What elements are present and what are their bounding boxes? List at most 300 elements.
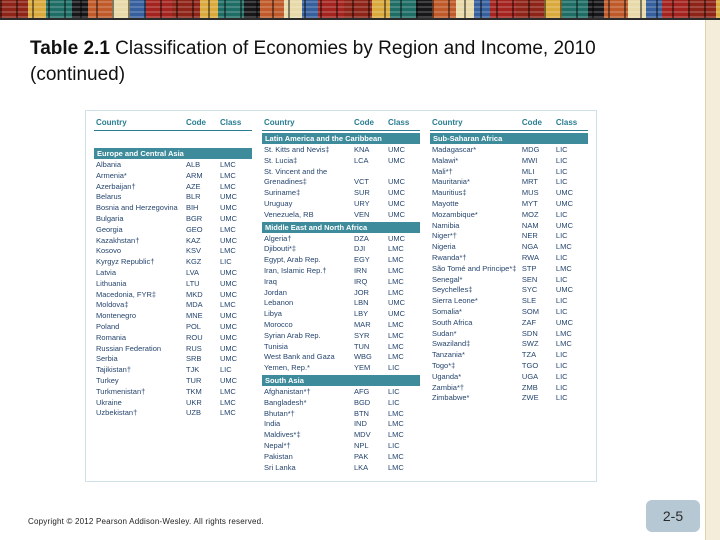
column-header-label: Class [555,118,578,127]
table-row [94,182,252,193]
country-name: Russian Federation [96,343,162,353]
table-row [430,339,588,350]
income-class: UMC [387,198,406,208]
country-code: TZA [521,350,537,360]
income-class: LMC [555,328,572,338]
income-class: LMC [387,352,404,362]
income-class: UMC [555,198,573,208]
country-code: PAK [353,451,369,461]
income-class: LIC [555,177,568,187]
country-name: Suriname‡ [263,188,301,198]
table-column [257,116,425,481]
income-class: LIC [555,382,568,392]
country-name: Mozambique* [431,209,478,219]
income-class: LIC [387,386,400,396]
table-row [94,279,252,290]
income-class: LMC [219,246,236,256]
country-code: TGO [521,360,539,370]
income-class: UMC [219,354,238,364]
country-code: BGD [353,397,371,407]
column-lead-gap [94,133,252,147]
region-header: Sub-Saharan Africa [430,133,588,144]
income-class: UMC [219,213,238,223]
country-name: Sri Lanka [263,462,296,472]
income-class: UMC [219,192,238,202]
table-row [262,331,420,342]
country-code: UZB [185,408,201,418]
region-header: Europe and Central Asia [94,148,252,159]
country-code: KAZ [185,235,201,245]
income-class: UMC [387,209,406,219]
country-code: VEN [353,209,370,219]
table-row [94,257,252,268]
table-row [94,171,252,182]
column-header-label: Code [353,118,374,127]
country-code: MKD [185,289,203,299]
income-class: LMC [219,224,236,234]
income-class: LMC [387,255,404,265]
income-class: LMC [219,170,236,180]
country-name: Algeria† [263,233,292,243]
table-row [430,275,588,286]
country-code: BLR [185,192,201,202]
country-name: Zimbabwe* [431,393,470,403]
income-class: LIC [219,257,232,267]
country-name: Poland [96,321,120,331]
income-class: LIC [555,209,568,219]
country-code: NPL [353,440,369,450]
country-code: BGR [185,213,203,223]
country-code: ROU [185,332,203,342]
country-name: Niger*† [431,231,457,241]
country-code: TUR [185,375,202,385]
table-row [262,145,420,156]
country-code: IRQ [353,276,368,286]
income-class: UMC [219,278,238,288]
table-row [94,160,252,171]
table-row [94,322,252,333]
country-code: NER [521,231,538,241]
table-row [430,231,588,242]
income-class: UMC [219,321,238,331]
country-name: Georgia [96,224,123,234]
country-name: Pakistan [263,451,293,461]
slide-title-text: Classification of Economies by Region and Income, 2010 (continued) [30,38,596,85]
country-name: Tunisia [263,341,288,351]
income-class: UMC [219,267,238,277]
country-name: Kazakhstan† [96,235,140,245]
country-code: ZAF [521,317,537,327]
country-name: Madagascar* [431,145,477,154]
table-row [430,318,588,329]
country-name: Bhutan*† [263,408,295,418]
country-name: Romania [96,332,127,342]
country-code: NGA [521,242,539,252]
table-row [430,372,588,383]
country-code: MNE [185,311,203,321]
income-class: UMC [219,311,238,321]
country-code: LBY [353,309,369,319]
table-row [262,352,420,363]
decorative-top-border [0,0,720,20]
table-row [262,441,420,452]
country-code: UKR [185,397,202,407]
country-name: Rwanda*† [431,252,467,262]
income-class: LIC [555,360,568,370]
country-code: MDG [521,145,540,154]
country-code: ARM [185,170,203,180]
income-class: LIC [555,155,568,165]
table-row [262,210,420,221]
country-name: Mauritania* [431,177,470,187]
classification-table [85,110,597,482]
table-row [262,430,420,441]
column-header-label: Code [521,118,542,127]
table-row [262,309,420,320]
table-row [94,225,252,236]
column-header-label: Country [96,118,127,127]
income-class: LIC [387,363,400,373]
table-row [430,285,588,296]
table-row [262,463,420,474]
table-row [94,408,252,419]
table-row [262,398,420,409]
income-class: LMC [387,330,404,340]
table-row [94,398,252,409]
country-name: South Africa [431,317,473,327]
country-code: BTN [353,408,369,418]
table-row [94,344,252,355]
country-name: Macedonia, FYR‡ [96,289,157,299]
income-class: UMC [219,203,238,213]
income-class: LMC [387,462,404,472]
table-row [262,167,420,189]
income-class: LMC [219,160,236,169]
country-name: Malawi* [431,155,459,165]
country-name: Morocco [263,319,293,329]
table-row [430,199,588,210]
column-header [262,116,420,131]
income-class: LMC [555,242,572,252]
country-code: MUS [521,188,539,198]
slide-title [30,36,675,87]
table-row [430,307,588,318]
country-name: St. Lucia‡ [263,155,298,165]
country-name: Lithuania [96,278,127,288]
country-name: Tajikistan† [96,365,132,375]
table-row [94,192,252,203]
country-name: Jordan [263,287,287,297]
country-code: AFG [353,386,370,396]
country-code: ALB [185,160,201,169]
country-code: MAR [353,319,371,329]
country-code: SWZ [521,339,539,349]
country-name: Uganda* [431,371,462,381]
income-class: UMC [219,289,238,299]
country-name: Tanzania* [431,350,465,360]
country-name: Albania [96,160,122,169]
country-name: Montenegro [96,311,137,321]
table-row [430,296,588,307]
table-row [262,266,420,277]
column-header [94,116,252,131]
country-code: TUN [353,341,370,351]
country-name: Armenia* [96,170,127,180]
country-name: Namibia [431,220,460,230]
income-class: UMC [387,309,406,319]
region-header: Middle East and North Africa [262,222,420,233]
income-class: LMC [387,408,404,418]
income-class: UMC [387,177,406,187]
table-row [430,393,588,404]
income-class: LMC [387,430,404,440]
income-class: LIC [555,274,568,284]
income-class: UMC [555,285,573,295]
country-code: LVA [185,267,200,277]
income-class: LMC [555,263,572,273]
page-number: 2-5 [646,500,700,532]
table-row [94,300,252,311]
country-code: LBN [353,298,369,308]
table-row [94,290,252,301]
country-name: Senegal* [431,274,463,284]
country-code: SRB [185,354,202,364]
table-row [430,242,588,253]
income-class: LMC [387,265,404,275]
country-code: STP [521,263,537,273]
income-class: LIC [555,350,568,360]
income-class: LMC [387,319,404,329]
country-name: India [263,419,281,429]
column-header [430,116,588,131]
country-code: KNA [353,145,370,154]
country-code: MOZ [521,209,539,219]
country-code: SYR [353,330,370,340]
country-code: IRN [353,265,367,275]
country-name: Bangladesh* [263,397,307,407]
table-row [430,167,588,178]
country-name: Nigeria [431,242,456,252]
income-class: LIC [555,306,568,316]
country-name: Iraq [263,276,277,286]
country-code: KGZ [185,257,202,267]
country-name: Bulgaria [96,213,124,223]
country-code: MDV [353,430,371,440]
table-row [94,365,252,376]
country-code: UGA [521,371,539,381]
table-row [262,277,420,288]
country-name: Egypt, Arab Rep. [263,255,321,265]
income-class: LIC [219,365,232,375]
country-code: LKA [353,462,369,472]
table-row [94,268,252,279]
table-row [430,264,588,275]
table-row [430,210,588,221]
table-row [262,320,420,331]
table-row [430,361,588,372]
income-class: LMC [219,397,236,407]
table-row [262,387,420,398]
country-name: Uruguay [263,198,293,208]
country-code: SYC [521,285,538,295]
country-code: SLE [521,296,537,306]
copyright-footer: Copyright © 2012 Pearson Addison-Wesley. All rights reserved. [28,517,264,526]
country-name: Djibouti*‡ [263,244,297,254]
income-class: UMC [387,188,406,198]
country-code: MDA [185,300,203,310]
table-row [262,199,420,210]
country-code: ZMB [521,382,538,392]
column-header-label: Country [431,118,463,127]
country-name: West Bank and Gaza [263,352,335,362]
country-code: JOR [353,287,369,297]
country-code: TKM [185,386,202,396]
income-class: UMC [555,317,573,327]
country-name: Nepal*† [263,440,291,450]
country-name: Zambia*† [431,382,465,392]
income-class: LMC [555,339,572,349]
country-name: Mauritius‡ [431,188,467,198]
income-class: LMC [387,244,404,254]
country-code: EGY [353,255,370,265]
income-class: UMC [219,332,238,342]
country-name: Latvia [96,267,117,277]
decorative-right-strip [705,20,720,540]
country-name: Somalia* [431,306,462,316]
table-row [262,342,420,353]
country-code: WBG [353,352,372,362]
income-class: LIC [387,397,400,407]
country-code: BIH [185,203,199,213]
country-name: Maldives*‡ [263,430,301,440]
country-name: Syrian Arab Rep. [263,330,321,340]
income-class: UMC [555,188,573,198]
country-code: DJI [353,244,366,254]
table-row [430,188,588,199]
table-row [262,244,420,255]
table-row [262,419,420,430]
column-header-label: Class [219,118,242,127]
country-name: Sierra Leone* [431,296,478,306]
country-code: VCT [353,177,369,187]
country-name: Moldova‡ [96,300,129,310]
income-class: LMC [387,419,404,429]
income-class: LIC [555,393,568,403]
country-code: ZWE [521,393,539,403]
country-name: Uzbekistan† [96,408,138,418]
table-row [430,383,588,394]
country-name: Mali*† [431,166,453,176]
income-class: LIC [555,166,568,176]
income-class: UMC [387,233,406,243]
country-name: Afghanistan*† [263,386,311,396]
income-class: UMC [219,375,238,385]
region-header: Latin America and the Caribbean [262,133,420,144]
table-column [89,116,257,481]
country-name: Azerbaijan† [96,181,136,191]
income-class: LIC [555,231,568,241]
table-row [430,156,588,167]
income-class: UMC [219,235,238,245]
country-name: São Tomé and Principe*‡ [431,263,517,273]
income-class: LIC [387,440,400,450]
table-row [430,145,588,156]
country-name: St. Vincent and the Grenadines‡ [263,166,328,187]
table-row [262,298,420,309]
table-row [94,311,252,322]
country-name: Belarus [96,192,122,202]
table-row [94,376,252,387]
table-row [262,288,420,299]
table-row [430,253,588,264]
country-name: Kosovo [96,246,122,256]
column-header-label: Class [387,118,410,127]
country-code: MWI [521,155,538,165]
country-name: Sudan* [431,328,457,338]
country-name: Togo*‡ [431,360,456,370]
income-class: LMC [219,300,236,310]
table-row [94,214,252,225]
country-name: Turkmenistan† [96,386,146,396]
country-name: Libya [263,309,282,319]
country-name: St. Kitts and Nevis‡ [263,145,330,154]
table-row [430,177,588,188]
income-class: LMC [219,386,236,396]
table-row [262,409,420,420]
income-class: LIC [555,371,568,381]
table-row [94,333,252,344]
table-row [430,221,588,232]
country-code: MLI [521,166,535,176]
table-row [262,363,420,374]
table-column [425,116,593,481]
country-name: Lebanon [263,298,294,308]
slide-title-number: Table 2.1 [30,38,110,59]
income-class: UMC [555,220,573,230]
income-class: LIC [555,252,568,262]
country-code: SEN [521,274,538,284]
country-name: Seychelles‡ [431,285,473,295]
table-row [94,203,252,214]
column-header-label: Code [185,118,206,127]
country-code: MRT [521,177,539,187]
country-code: GEO [185,224,203,234]
country-name: Venezuela, RB [263,209,314,219]
income-class: LMC [387,451,404,461]
income-class: UMC [387,298,406,308]
country-code: POL [185,321,201,331]
table-row [262,188,420,199]
country-code: RWA [521,252,539,262]
country-name: Turkey [96,375,119,385]
country-code: LTU [185,278,200,288]
income-class: UMC [219,343,238,353]
region-header: South Asia [262,375,420,386]
country-code: AZE [185,181,201,191]
country-name: Bosnia and Herzegovina [96,203,178,213]
income-class: LIC [555,145,568,154]
table-row [94,354,252,365]
country-code: DZA [353,233,369,243]
country-code: SDN [521,328,538,338]
table-row [262,156,420,167]
table-row [430,329,588,340]
country-code: MYT [521,198,538,208]
income-class: UMC [387,145,406,154]
country-code: LCA [353,155,369,165]
country-code: TJK [185,365,200,375]
country-name: Serbia [96,354,118,364]
